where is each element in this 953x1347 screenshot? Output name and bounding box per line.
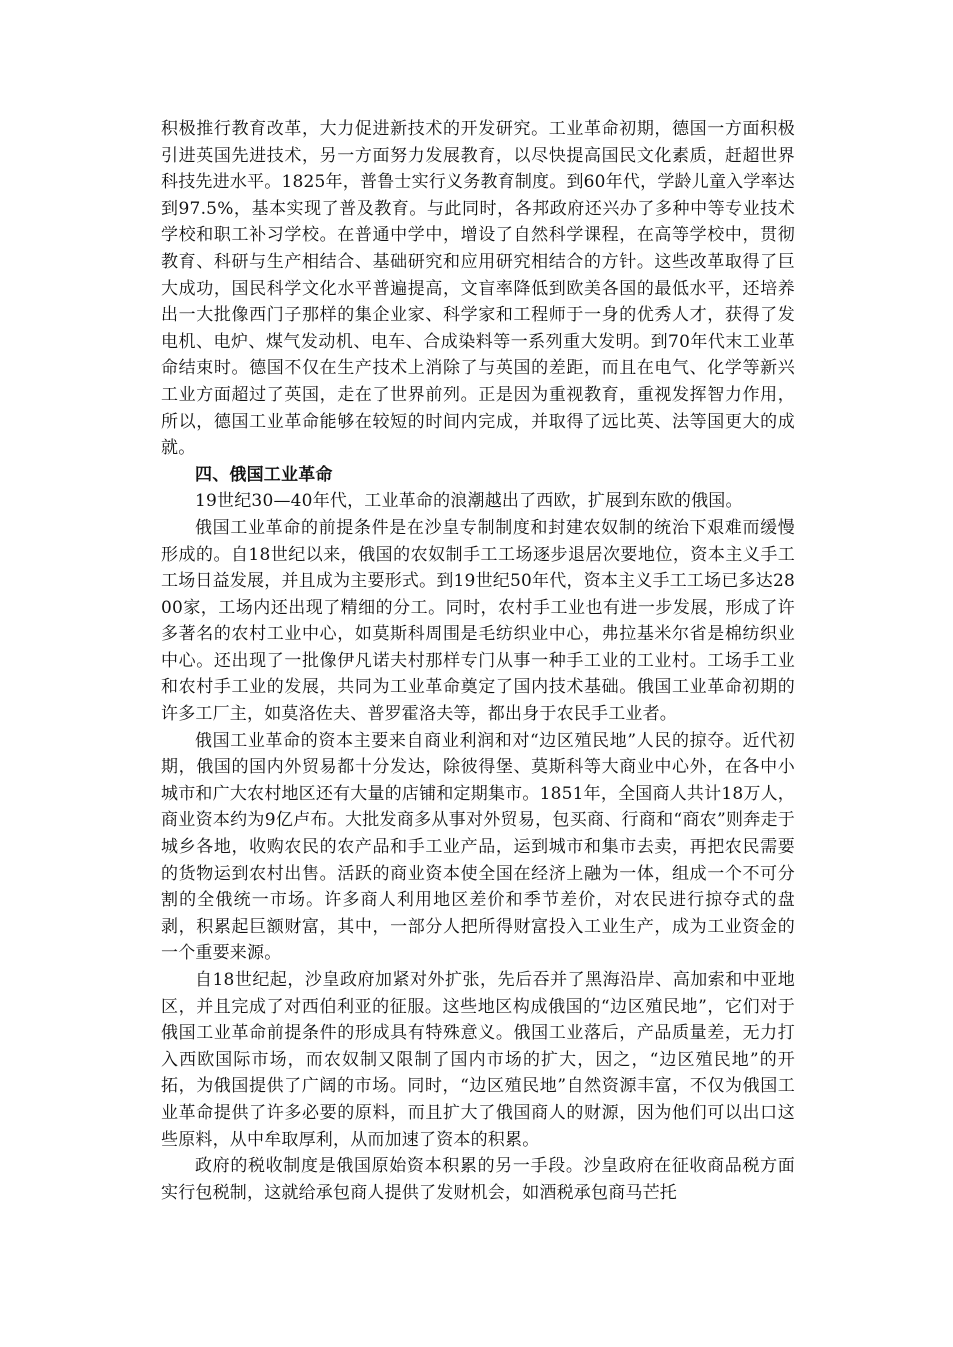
paragraph-preconditions: 俄国工业革命的前提条件是在沙皇专制制度和封建农奴制的统治下艰难而缓慢形成的。自18世纪以来，俄国的农奴制手工工场逐步退居次要地位，资本主义手工工场日益发展，并且成为主要形式。到19世纪50年代，资本主义手工工场已多达2800家，工场内还出现了精细的分工。同时，农村手工业也有进一步发展，形成了许多著名的农村工业中心，如莫斯科周围是毛纺织业中心，弗拉基米尔省是棉纺织业中心。还出现了一批像伊凡诺夫村那样专门从事一种手工业的工业村。工场手工业和农村手工业的发展，共同为工业革命奠定了国内技术基础。俄国工业革命初期的许多工厂主，如莫洛佐夫、普罗霍洛夫等，都出身于农民手工业者。 — [161, 517, 795, 725]
paragraph-intro: 19世纪30—40年代，工业革命的浪潮越出了西欧，扩展到东欧的俄国。 — [195, 491, 743, 512]
paragraph-tax-system: 政府的税收制度是俄国原始资本积累的另一手段。沙皇政府在征收商品税方面实行包税制，这就给承包商人提供了发财机会，如酒税承包商马芒托 — [161, 1156, 795, 1203]
paragraph-colonies: 自18世纪起，沙皇政府加紧对外扩张，先后吞并了黑海沿岸、高加索和中亚地区，并且完成了对西伯利亚的征服。这些地区构成俄国的“边区殖民地”，它们对于俄国工业革命前提条件的形成具有特殊意义。俄国工业落后，产品质量差，无力打入西欧国际市场，而农奴制又限制了国内市场的扩大，因之，“边区殖民地”的开拓，为俄国提供了广阔的市场。同时，“边区殖民地”自然资源丰富，不仅为俄国工业革命提供了许多必要的原料，而且扩大了俄国商人的财源，因为他们可以出口这些原料，从中牟取厚利，从而加速了资本的积累。 — [161, 970, 795, 1150]
document-page — [161, 116, 795, 1206]
paragraph-german-education: 积极推行教育改革，大力促进新技术的开发研究。工业革命初期，德国一方面积极引进英国先进技术，另一方面努力发展教育，以尽快提高国民文化素质，赶超世界科技先进水平。1825年，普鲁士实行义务教育制度。到60年代，学龄儿童入学率达到97.5%，基本实现了普及教育。与此同时，各邦政府还兴办了多种中等专业技术学校和职工补习学校。在普通中学中，增设了自然科学课程，在高等学校中，贯彻教育、科研与生产相结合、基础研究和应用研究相结合的方针。这些改革取得了巨大成功，国民科学文化水平普遍提高，文盲率降低到欧美各国的最低水平，还培养出一大批像西门子那样的集企业家、科学家和工程师于一身的优秀人才，获得了发电机、电炉、煤气发动机、电车、合成染料等一系列重大发明。到70年代末工业革命结束时。德国不仅在生产技术上消除了与英国的差距，而且在电气、化学等新兴工业方面超过了英国，走在了世界前列。正是因为重视教育，重视发挥智力作用，所以，德国工业革命能够在较短的时间内完成，并取得了远比英、法等国更大的成就。 — [161, 119, 795, 459]
section-heading-russia: 四、俄国工业革命 — [195, 464, 333, 485]
paragraph-capital-sources: 俄国工业革命的资本主要来自商业利润和对“边区殖民地”人民的掠夺。近代初期，俄国的国内外贸易都十分发达，除彼得堡、莫斯科等大商业中心外，在各中小城市和广大农村地区还有大量的店铺和定期集市。1851年，全国商人共计18万人，商业资本约为9亿卢布。大批发商多从事对外贸易，包买商、行商和“商农”则奔走于城乡各地，收购农民的农产品和手工业产品，运到城市和集市去卖，再把农民需要的货物运到农村出售。活跃的商业资本使全国在经济上融为一体，组成一个不可分割的全俄统一市场。许多商人利用地区差价和季节差价，对农民进行掠夺式的盘剥，积累起巨额财富，其中，一部分人把所得财富投入工业生产，成为工业资金的一个重要来源。 — [161, 730, 795, 964]
